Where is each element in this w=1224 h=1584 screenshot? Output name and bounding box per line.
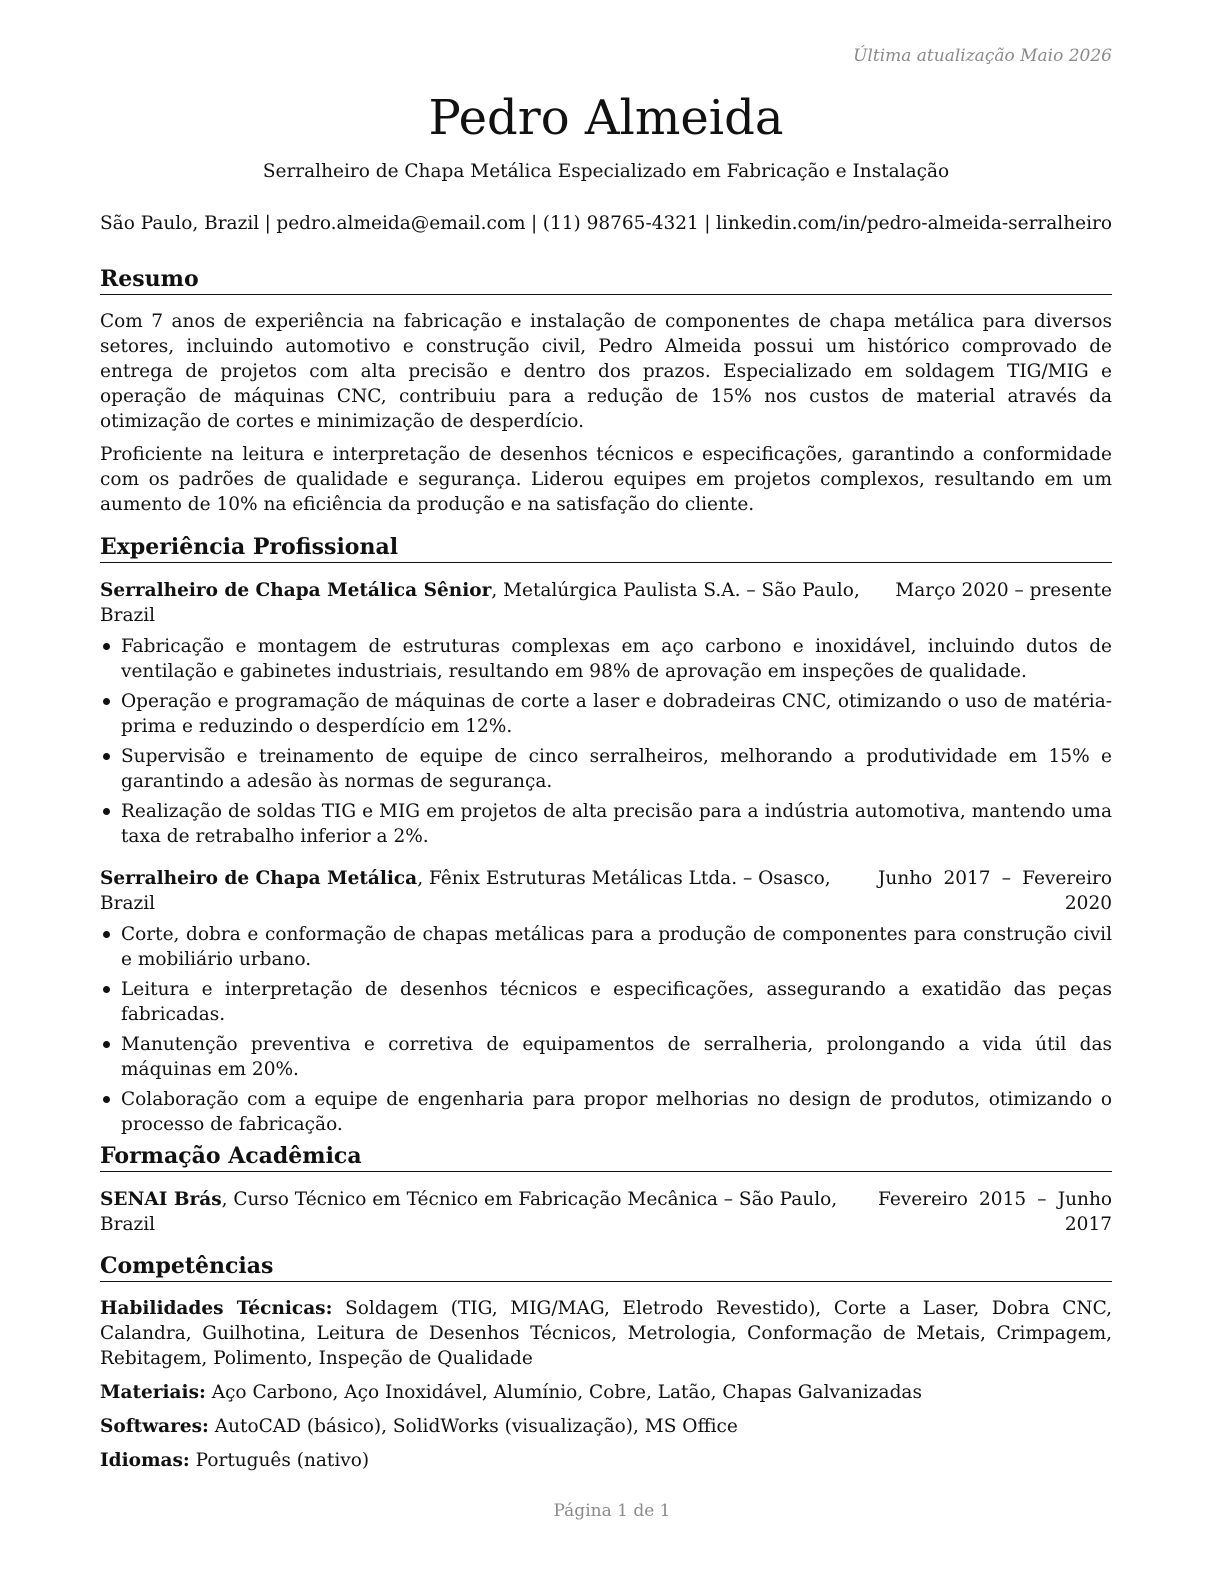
contact-phone[interactable]: (11) 98765-4321 [542,213,699,234]
list-item: Leitura e interpretação de desenhos técnicos e especificações, assegurando a exatidão das peças fabricadas. [100,977,1112,1027]
summary-paragraph: Com 7 anos de experiência na fabricação e instalação de componentes de chapa metálica para diversos setores, incluindo automotivo e construção civil, Pedro Almeida possui um histórico comprovado de entrega de projetos com alta precisão e dentro dos prazos. Especializado em soldagem TIG/MIG e operação de máquinas CNC, contribuiu para a redução de 15% nos custos de material através da otimização de cortes e minimização de desperdício. [100,311,1112,432]
skill-label: Habilidades Técnicas: [100,1298,333,1319]
skill-value: Soldagem (TIG, MIG/MAG, Eletrodo Revestido), Corte a Laser, Dobra CNC, Calandra, Guilhotina, Leitura de Desenhos Técnicos, Metrologia, Conformação de Metais, Crimpagem, Rebitagem, Polimento, Inspeção de Qualidade [100,1298,1112,1369]
skill-value: Aço Carbono, Aço Inoxidável, Alumínio, Cobre, Latão, Chapas Galvanizadas [205,1382,922,1403]
contact-line [100,211,1112,236]
job-header [100,578,1112,628]
page-number: Página 1 de 1 [553,1501,671,1521]
list-item: Manutenção preventiva e corretiva de equipamentos de serralheria, prolongando a vida útil das máquinas em 20%. [100,1032,1112,1082]
last-updated: Última atualização Maio 2026 [853,46,1112,66]
skill-row-software [100,1414,1112,1439]
list-item: Colaboração com a equipe de engenharia para propor melhorias no design de produtos, otimizando o processo de fabricação. [100,1087,1112,1137]
job-entry [100,866,1112,1137]
skill-label: Idiomas: [100,1450,190,1471]
section-title-experience: Experiência Profissional [100,534,1112,563]
list-item: Fabricação e montagem de estruturas complexas em aço carbono e inoxidável, incluindo dutos de ventilação e gabinetes industriais, resultando em 98% de aprovação em inspeções de qualidade. [100,634,1112,684]
list-item: Supervisão e treinamento de equipe de cinco serralheiros, melhorando a produtividade em 15% e garantindo a adesão às normas de segurança. [100,744,1112,794]
job-title-line [100,866,878,916]
skill-value: AutoCAD (básico), SolidWorks (visualização), MS Office [208,1416,738,1437]
contact-separator: | [704,213,711,234]
job-role: Serralheiro de Chapa Metálica [100,868,418,889]
education-school: SENAI Brás [100,1189,222,1210]
list-item: Realização de soldas TIG e MIG em projetos de alta precisão para a indústria automotiva, mantendo uma taxa de retrabalho inferior a 2%. [100,799,1112,849]
job-bullets [100,922,1112,1137]
list-item: Operação e programação de máquinas de corte a laser e dobradeiras CNC, otimizando o uso de matéria-prima e reduzindo o desperdício em 12%. [100,689,1112,739]
skill-row-materials [100,1380,1112,1405]
contact-linkedin[interactable]: linkedin.com/in/pedro-almeida-serralheiro [715,213,1112,234]
education-title-line [100,1187,878,1237]
education-dates: Fevereiro 2015 – Junho 2017 [878,1189,1112,1235]
candidate-headline: Serralheiro de Chapa Metálica Especializado em Fabricação e Instalação [262,161,950,182]
education-entry [100,1187,1112,1237]
contact-separator: | [264,213,271,234]
job-company: , Metalúrgica Paulista S.A. – São Paulo, Brazil [100,580,860,626]
job-entry [100,578,1112,849]
summary-paragraph: Proficiente na leitura e interpretação de desenhos técnicos e especificações, garantindo a conformidade com os padrões de qualidade e segurança. Liderou equipes em projetos complexos, resultando em um aumento de 10% na eficiência da produção e na satisfação do cliente. [100,444,1112,515]
job-bullets [100,634,1112,849]
contact-location: São Paulo, Brazil [100,213,260,234]
job-dates: Março 2020 – presente [895,580,1112,601]
job-dates: Junho 2017 – Fevereiro 2020 [878,868,1112,914]
job-header [100,866,1112,916]
list-item: Corte, dobra e conformação de chapas metálicas para a produção de componentes para construção civil e mobiliário urbano. [100,922,1112,972]
candidate-name: Pedro Almeida [428,90,784,146]
section-title-skills: Competências [100,1253,1112,1282]
skill-label: Materiais: [100,1382,206,1403]
education-course: , Curso Técnico em Técnico em Fabricação Mecânica – São Paulo, Brazil [100,1189,838,1235]
job-role: Serralheiro de Chapa Metálica Sênior [100,580,492,601]
job-company: , Fênix Estruturas Metálicas Ltda. – Osasco, Brazil [100,868,831,914]
skill-value: Português (nativo) [189,1450,370,1471]
skill-row-technical [100,1296,1112,1371]
skill-label: Softwares: [100,1416,209,1437]
section-title-summary: Resumo [100,266,1112,295]
section-title-education: Formação Acadêmica [100,1143,1112,1172]
skill-row-languages [100,1448,1112,1473]
job-title-line [100,578,895,628]
contact-email[interactable]: pedro.almeida@email.com [276,213,526,234]
contact-separator: | [531,213,538,234]
